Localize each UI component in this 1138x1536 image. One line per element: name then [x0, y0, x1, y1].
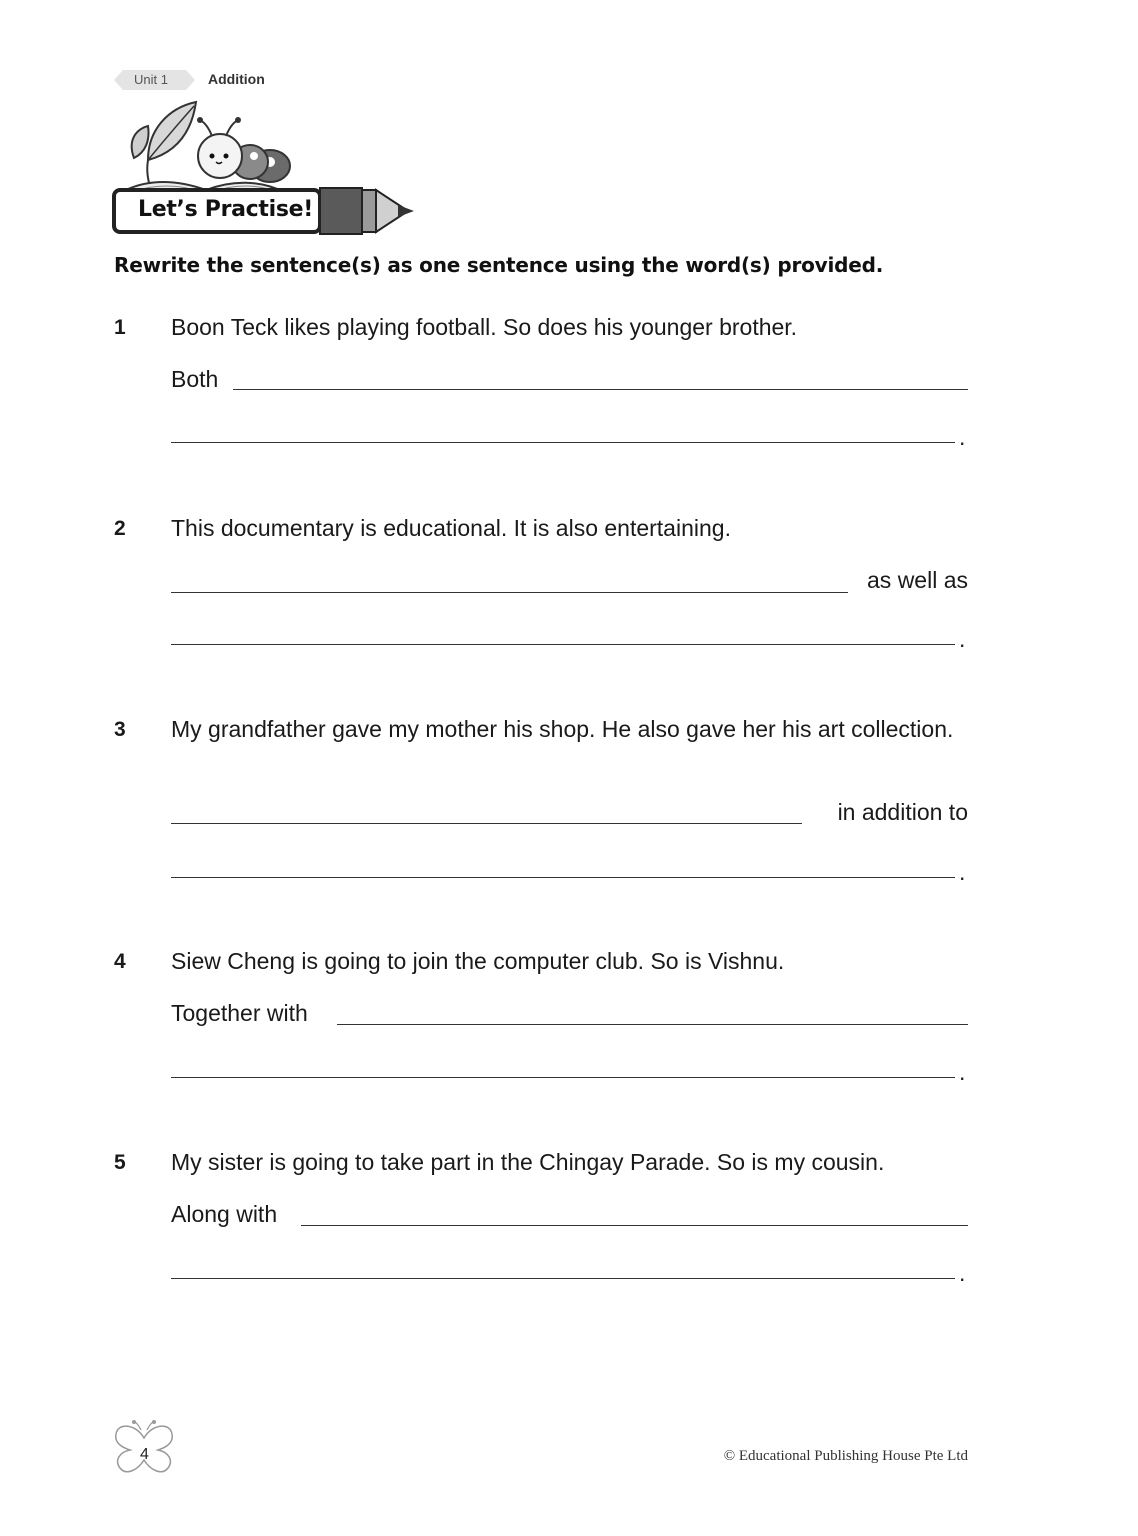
answer-line[interactable] — [171, 877, 955, 878]
answer-line[interactable] — [301, 1225, 968, 1226]
answer-line[interactable] — [171, 592, 848, 593]
prompt-word: in addition to — [837, 799, 968, 825]
question-text: This documentary is educational. It is also entertaining. — [171, 515, 731, 541]
question-text: My sister is going to take part in the Chingay Parade. So is my cousin. — [171, 1149, 885, 1175]
full-stop: . — [959, 1260, 966, 1286]
question-number: 3 — [114, 718, 126, 741]
answer-line[interactable] — [337, 1024, 968, 1025]
copyright: © Educational Publishing House Pte Ltd — [723, 1448, 968, 1464]
question-number: 2 — [114, 517, 126, 540]
full-stop: . — [959, 1059, 966, 1085]
answer-line[interactable] — [171, 1278, 955, 1279]
question-text: My grandfather gave my mother his shop. He also gave her his art collection. — [171, 716, 954, 742]
question-text: Siew Cheng is going to join the computer club. So is Vishnu. — [171, 948, 785, 974]
unit-tag — [112, 69, 196, 91]
prompt-word: as well as — [867, 567, 968, 593]
question-number: 1 — [114, 316, 126, 339]
banner-label: Let’s Practise! — [138, 197, 314, 222]
answer-line[interactable] — [171, 823, 802, 824]
question-text: Boon Teck likes playing football. So does his younger brother. — [171, 314, 798, 340]
unit-label: Unit 1 — [134, 72, 168, 87]
answer-line[interactable] — [171, 442, 955, 443]
full-stop: . — [959, 626, 966, 652]
instruction: Rewrite the sentence(s) as one sentence using the word(s) provided. — [114, 253, 884, 277]
prompt-word: Both — [171, 366, 219, 392]
full-stop: . — [959, 424, 966, 450]
answer-line[interactable] — [171, 644, 955, 645]
question-number: 4 — [114, 950, 126, 973]
prompt-word: Along with — [171, 1201, 278, 1227]
full-stop: . — [959, 859, 966, 885]
unit-title: Addition — [208, 71, 265, 87]
answer-line[interactable] — [233, 389, 968, 390]
page-number: 4 — [140, 1446, 149, 1463]
answer-line[interactable] — [171, 1077, 955, 1078]
prompt-word: Together with — [171, 1000, 308, 1026]
question-number: 5 — [114, 1151, 126, 1174]
